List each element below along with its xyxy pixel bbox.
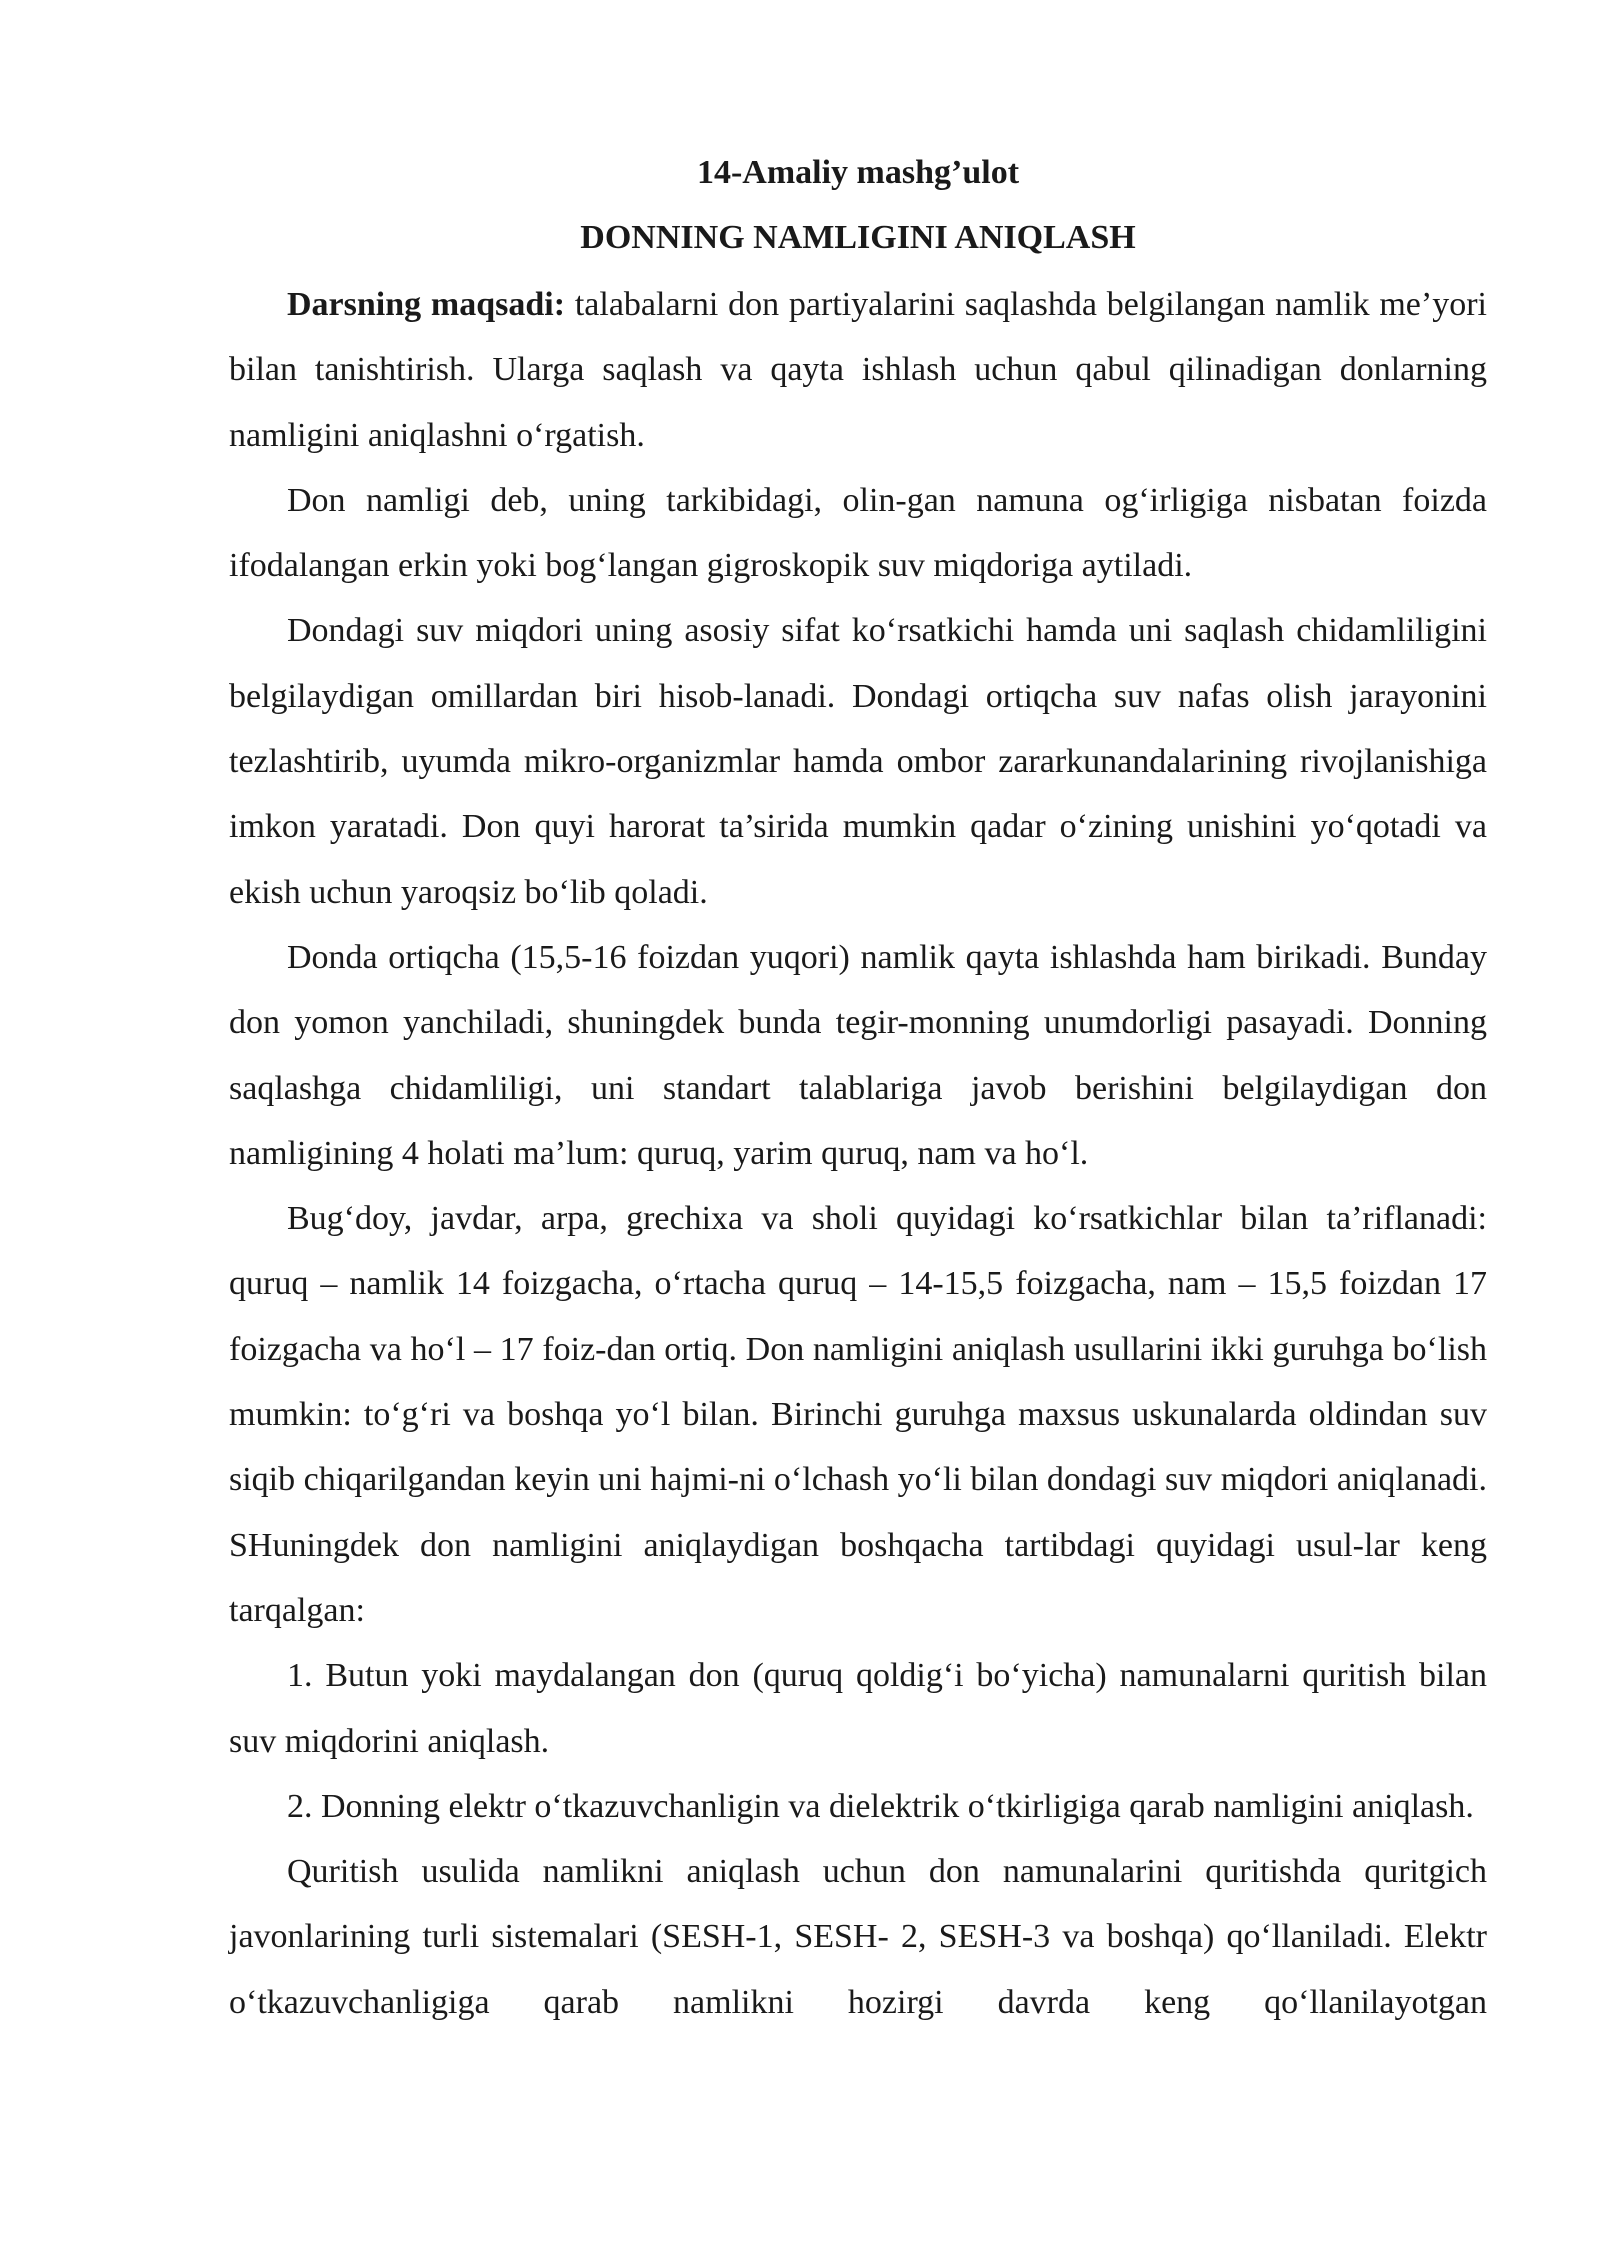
body-paragraph: Don namligi deb, uning tarkibidagi, olin-gan namuna og‘irligiga nisbatan foizda ifodalangan erkin yoki bog‘langan gigroskopik suv miqdoriga aytiladi. bbox=[229, 481, 1487, 585]
body-paragraph: Bug‘doy, javdar, arpa, grechixa va sholi quyidagi ko‘rsatkichlar bilan ta’riflanadi: quruq – namlik 14 foizgacha, o‘rtacha quruq – 14-15,5 foizgacha, nam – 15,5 foizdan 17 foizgacha va ho‘l – 17 foiz-dan ortiq. Don namligini aniqlash usullarini ikki guruhga bo‘lish mumkin: to‘g‘ri va boshqa yo‘l bilan. Birinchi guruhga maxsus uskunalarda oldindan suv siqib chiqarilgandan keyin uni hajmi-ni o‘lchash yo‘li bilan dondagi suv miqdori aniqlanadi. SHuningdek don namligini aniqlaydigan boshqacha tartibdagi quyidagi usul-lar keng tarqalgan: bbox=[229, 1200, 1487, 1629]
body-paragraph: Dondagi suv miqdori uning asosiy sifat ko‘rsatkichi hamda uni saqlash chidamliligini belgilaydigan omillardan biri hisob-lanadi. Dondagi ortiqcha suv nafas olish jarayonini tezlashtirib, uyumda mikro-organizmlar hamda ombor zararkunandalarining rivojlanishiga imkon yaratadi. Don quyi harorat ta’sirida mumkin qadar o‘zining unishini yo‘qotadi va ekish uchun yaroqsiz bo‘lib qoladi. bbox=[229, 612, 1487, 911]
body-paragraph: Quritish usulida namlikni aniqlash uchun don namunalarini quritishda quritgich javonlarining turli sistemalari (SESH-1, SESH- 2, SESH-3 va boshqa) qo‘llaniladi. Elektr o‘tkazuvchanligiga qarab namlikni hozirgi davrda keng qo‘llanilayotgan bbox=[229, 1853, 1487, 2021]
intro-label: Darsning maqsadi: bbox=[287, 286, 566, 323]
page-title: 14-Amaliy mashg’ulot bbox=[696, 154, 1020, 191]
list-item-method-1: 1. Butun yoki maydalangan don (quruq qoldig‘i bo‘yicha) namunalarni quritish bilan suv miqdorini aniqlash. bbox=[229, 1657, 1487, 1760]
page-subtitle: DONNING NAMLIGINI ANIQLASH bbox=[580, 219, 1136, 256]
intro-text: talabalarni don partiyalarini saqlashda belgilangan namlik me’yori bilan tanishtirish. Ularga saqlash va qayta ishlash uchun qabul qilinadigan donlarning namligini aniqlashni o‘rgatish. bbox=[229, 286, 1487, 454]
list-item-method-2: 2. Donning elektr o‘tkazuvchanligin va dielektrik o‘tkirligiga qarab namligini aniqlash. bbox=[287, 1787, 1474, 1825]
body-paragraph: Donda ortiqcha (15,5-16 foizdan yuqori) namlik qayta ishlashda ham birikadi. Bunday don yomon yanchiladi, shuningdek bunda tegir-monning unumdorligi pasayadi. Donning saqlashga chidamliligi, uni standart talablariga javob berishini belgilaydigan don namligining 4 holati ma’lum: quruq, yarim quruq, nam va ho‘l. bbox=[229, 938, 1487, 1172]
document-body bbox=[229, 150, 1487, 2035]
intro-paragraph bbox=[229, 272, 1487, 468]
